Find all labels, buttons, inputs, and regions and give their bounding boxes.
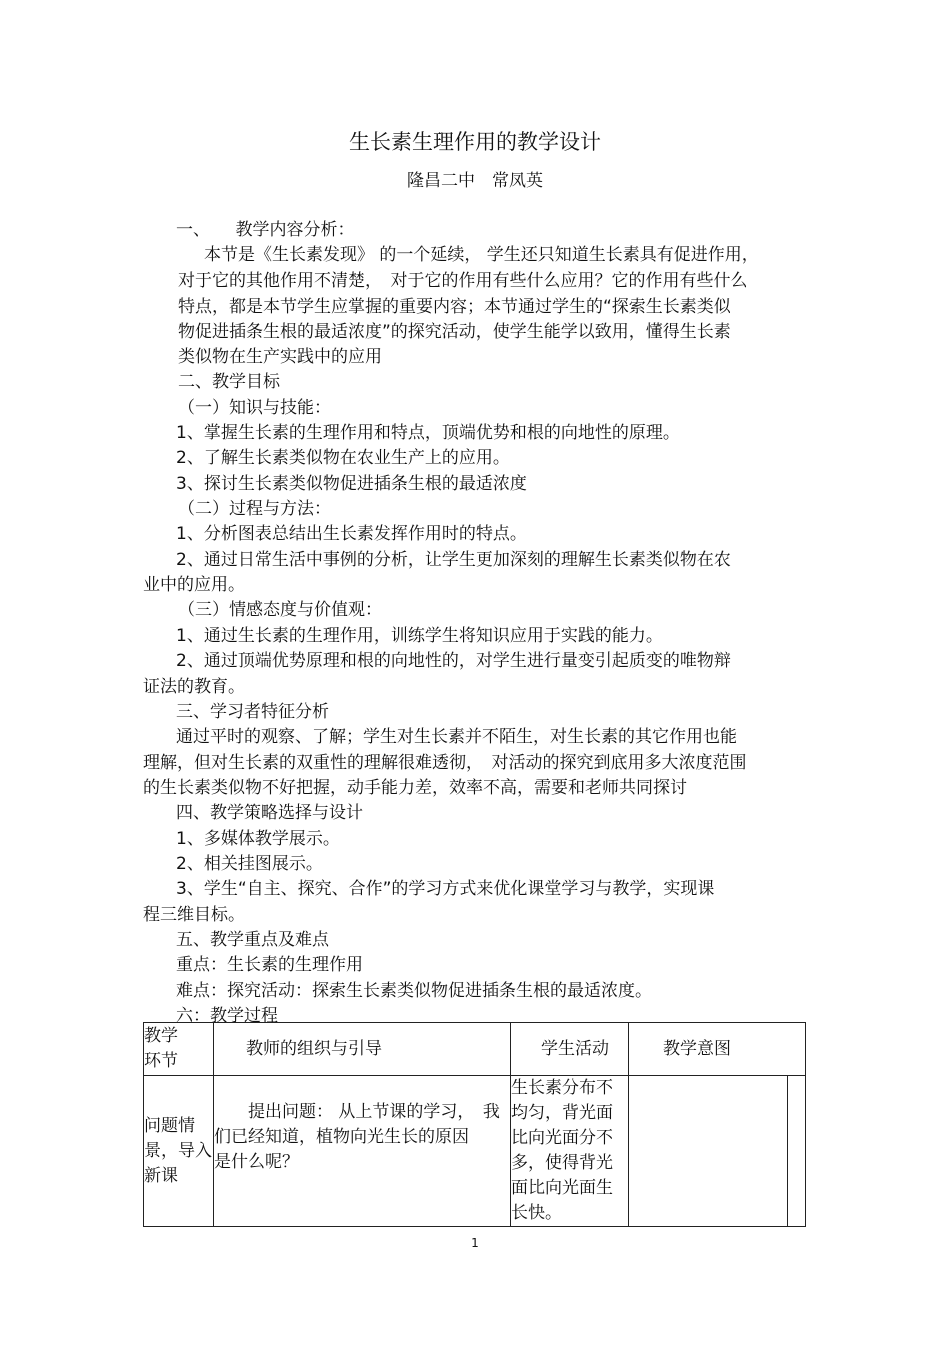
table-header-row: [144, 1023, 806, 1076]
text-line: 3、探讨生长素类似物促进插条生根的最适浓度: [176, 474, 527, 494]
text-line: 二、教学目标: [178, 372, 280, 392]
text-line: 通过平时的观察、了解；学生对生长素并不陌生，对生长素的其它作用也能: [176, 727, 737, 747]
teaching-process-table: [143, 1022, 806, 1227]
text-line: 难点：探究活动：探索生长素类似物促进插条生根的最适浓度。: [176, 981, 652, 1001]
text-line: 的生长素类似物不好把握，动手能力差，效率不高，需要和老师共同探讨: [143, 778, 687, 798]
text-line: 六：教学过程: [176, 1006, 278, 1026]
text-line: 重点：生长素的生理作用: [176, 955, 363, 975]
header-student: 学生活动: [511, 1023, 629, 1076]
author-line: 隆昌二中 常凤英: [407, 171, 543, 191]
document-title: 生长素生理作用的教学设计: [349, 130, 601, 154]
text-line: 1、分析图表总结出生长素发挥作用时的特点。: [176, 524, 527, 544]
text-line: （三）情感态度与价值观：: [178, 600, 382, 620]
text-line: 3、学生“自主、探究、合作”的学习方式来优化课堂学习与教学，实现课: [176, 879, 715, 899]
text-line: 证法的教育。: [143, 677, 245, 697]
text-line: 2、相关挂图展示。: [176, 854, 323, 874]
text-line: 本节是《生长素发现》 的一个延续， 学生还只知道生长素具有促进作用，: [204, 245, 759, 265]
text-line: 1、通过生长素的生理作用，训练学生将知识应用于实践的能力。: [176, 626, 663, 646]
cell-student: 生长素分布不 均匀，背光面 比向光面分不 多，使得背光 面比向光面生 长快。: [511, 1076, 629, 1227]
header-stage: 教学 环节: [144, 1023, 214, 1076]
text-line: 业中的应用。: [143, 575, 245, 595]
text-line: 2、通过顶端优势原理和根的向地性的，对学生进行量变引起质变的唯物辩: [176, 651, 731, 671]
text-line: 1、掌握生长素的生理作用和特点，顶端优势和根的向地性的原理。: [176, 423, 680, 443]
header-intent: 教学意图: [629, 1023, 806, 1076]
cell-stage: 问题情 景，导入 新课: [144, 1076, 214, 1227]
text-line: 1、多媒体教学展示。: [176, 829, 340, 849]
text-line: 四、教学策略选择与设计: [176, 803, 363, 823]
text-line: 对于它的其他作用不清楚， 对于它的作用有些什么应用？它的作用有些什么: [178, 271, 748, 291]
cell-margin: [788, 1076, 806, 1227]
table-row: [144, 1076, 806, 1227]
text-line: （一）知识与技能：: [178, 398, 331, 418]
text-line: 理解，但对生长素的双重性的理解很难透彻， 对活动的探究到底用多大浓度范围: [143, 753, 747, 773]
text-line: 一、 教学内容分析：: [176, 220, 355, 240]
text-line: 五、教学重点及难点: [176, 930, 329, 950]
text-line: 2、通过日常生活中事例的分析，让学生更加深刻的理解生长素类似物在农: [176, 550, 731, 570]
page-number: 1: [471, 1236, 479, 1250]
cell-intent: [629, 1076, 788, 1227]
text-line: 特点，都是本节学生应掌握的重要内容；本节通过学生的“探索生长素类似: [178, 297, 731, 317]
text-line: 三、学习者特征分析: [176, 702, 329, 722]
text-line: 物促进插条生根的最适浓度”的探究活动，使学生能学以致用，懂得生长素: [178, 322, 731, 342]
text-line: （二）过程与方法：: [178, 499, 331, 519]
header-teacher: 教师的组织与引导: [214, 1023, 511, 1076]
cell-teacher: 提出问题： 从上节课的学习， 我 们已经知道，植物向光生长的原因 是什么呢？: [214, 1076, 511, 1227]
text-line: 程三维目标。: [143, 905, 245, 925]
text-line: 2、了解生长素类似物在农业生产上的应用。: [176, 448, 510, 468]
text-line: 类似物在生产实践中的应用: [178, 347, 382, 367]
